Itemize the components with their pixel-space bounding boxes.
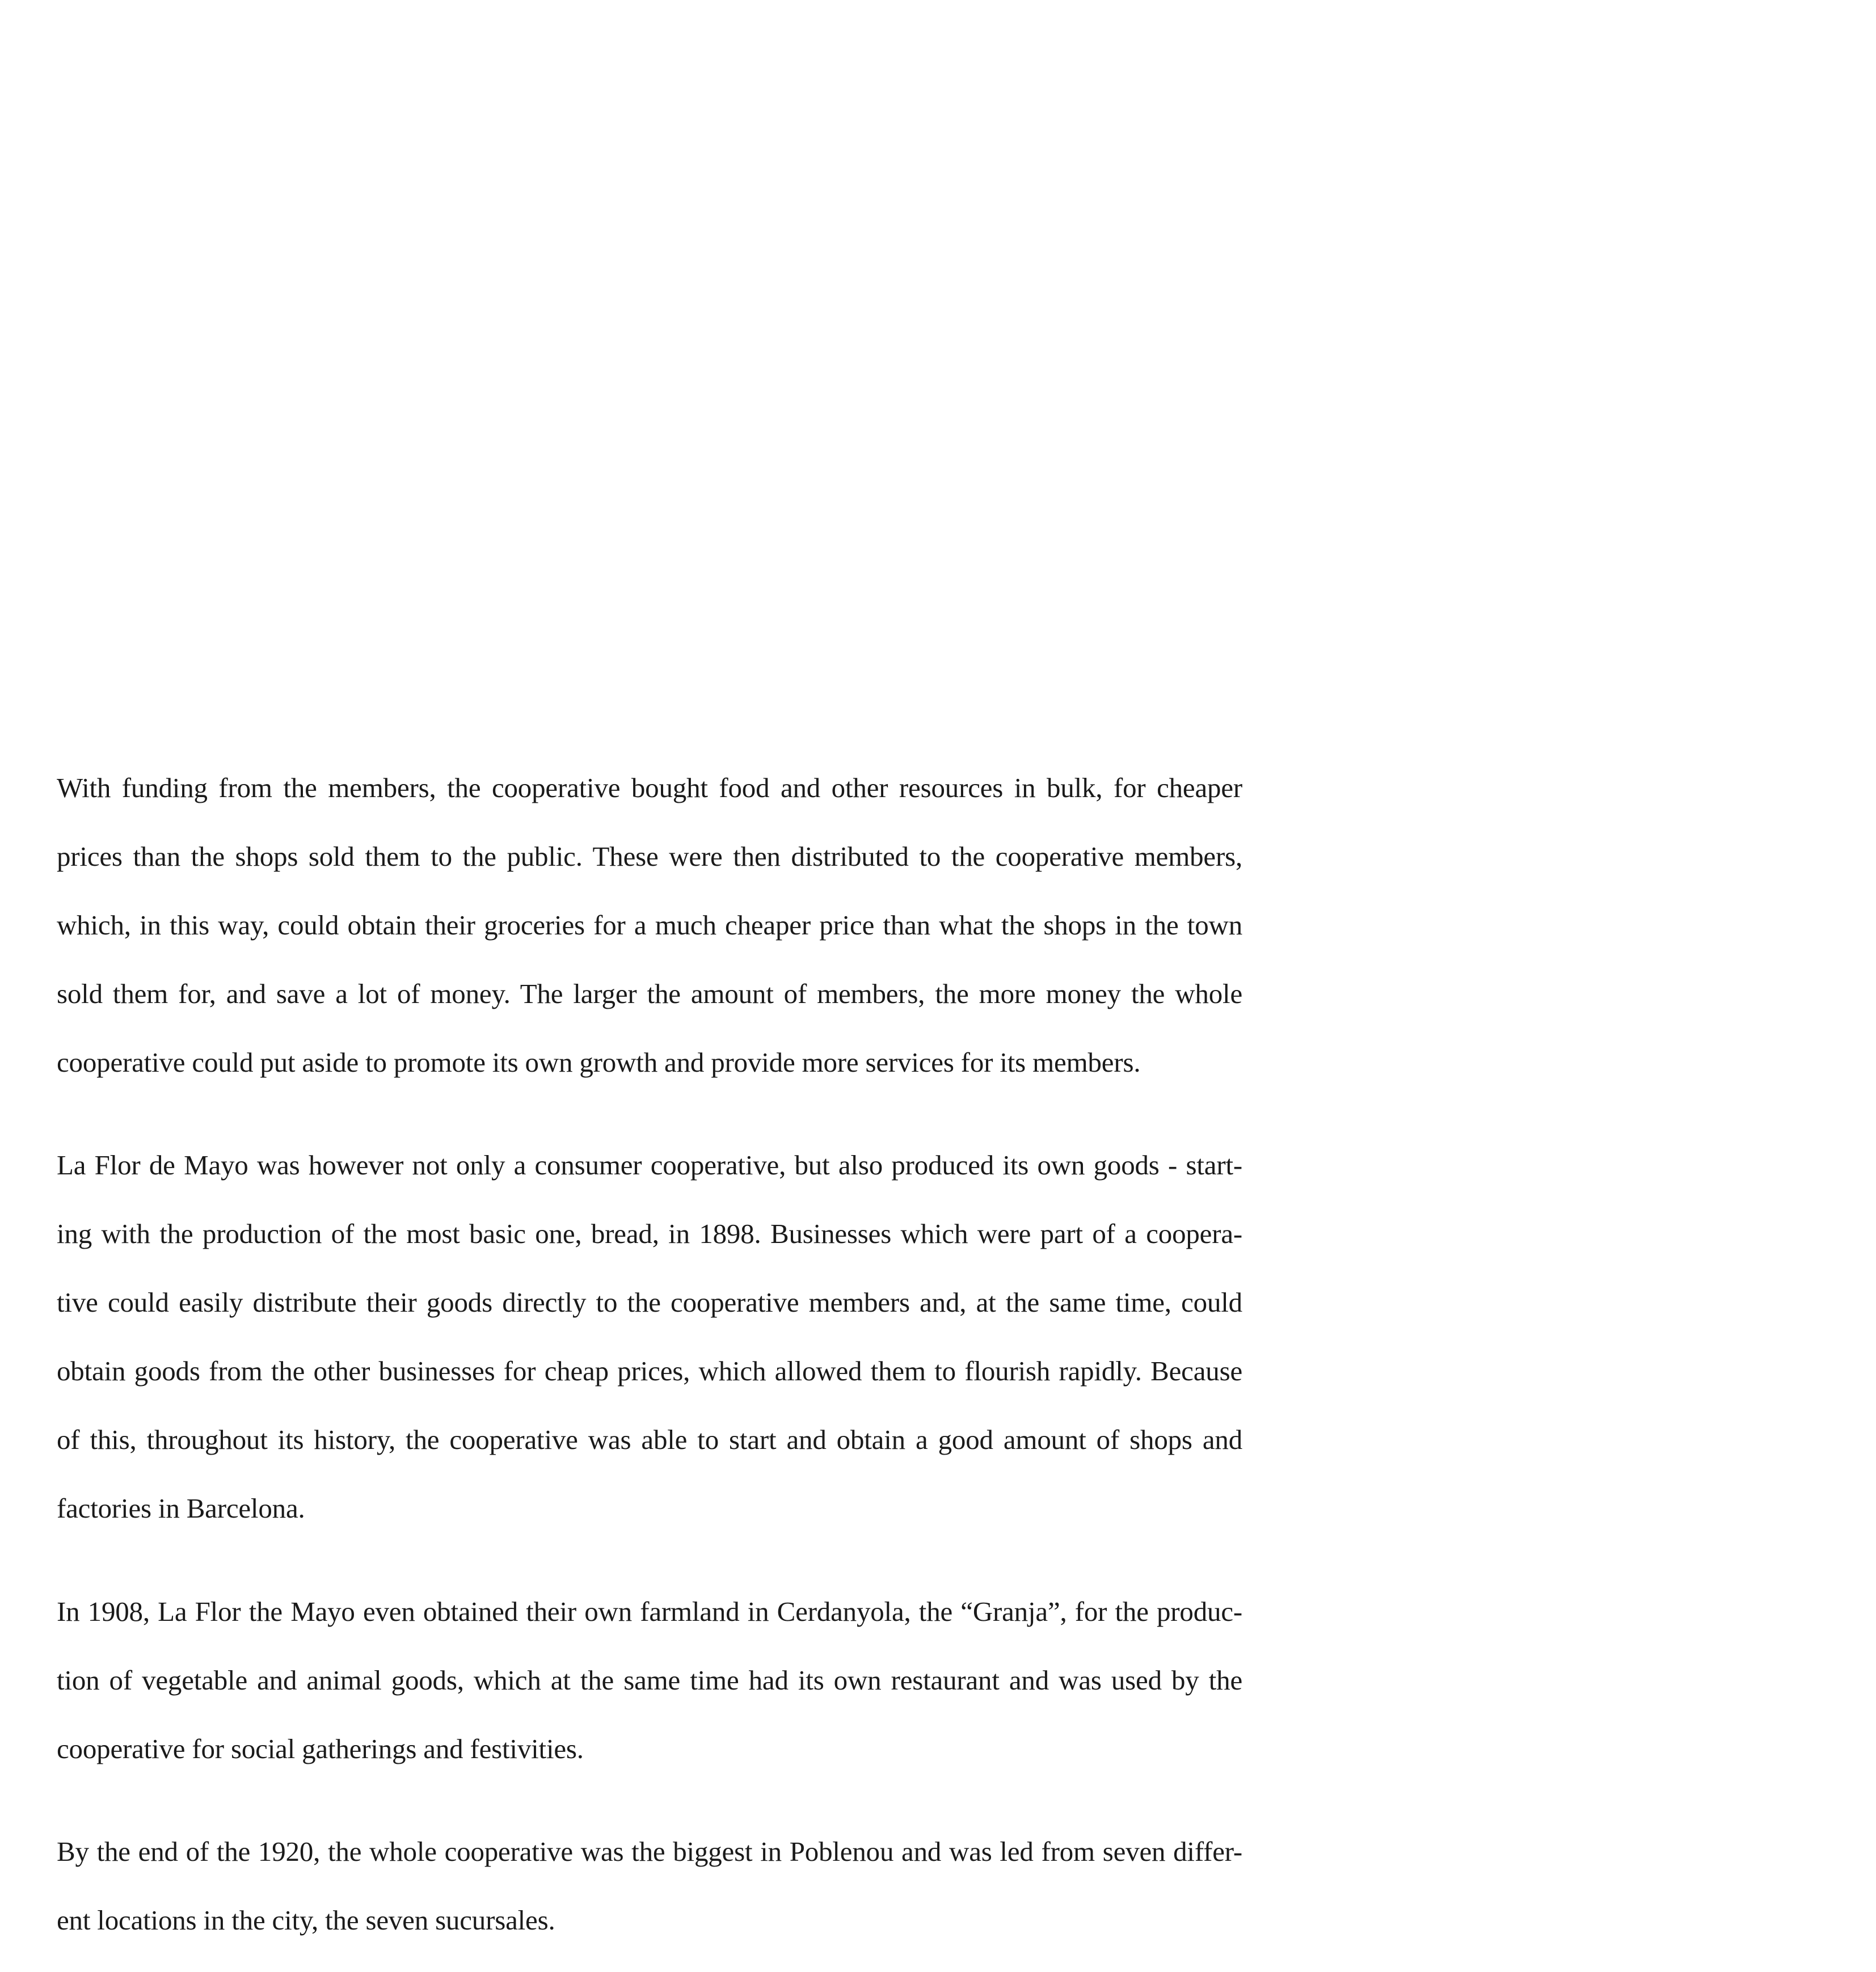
text-line: With funding from the members, the cooperative bought food and other resources in bulk, for cheaper [57, 771, 1242, 806]
paragraph-4 [57, 1801, 1242, 1972]
text-line: In 1908, La Flor the Mayo even obtained their own farmland in Cerdanyola, the “Granja”, for the produc- [57, 1595, 1242, 1629]
text-line: of this, throughout its history, the cooperative was able to start and obtain a good amount of shops and [57, 1423, 1242, 1457]
text-line: factories in Barcelona. [57, 1491, 1242, 1526]
text-line: which, in this way, could obtain their groceries for a much cheaper price than what the shops in the town [57, 908, 1242, 943]
paragraph-1 [57, 736, 1242, 1114]
paragraph-3 [57, 1560, 1242, 1801]
text-line: ing with the production of the most basic one, bread, in 1898. Businesses which were part of a coopera- [57, 1217, 1242, 1252]
text-line: ent locations in the city, the seven sucursales. [57, 1903, 1242, 1938]
text-line: By the end of the 1920, the whole cooperative was the biggest in Poblenou and was led from seven differ- [57, 1835, 1242, 1869]
text-line: tion of vegetable and animal goods, which at the same time had its own restaurant and was used by the [57, 1663, 1242, 1698]
text-line: prices than the shops sold them to the public. These were then distributed to the cooperative members, [57, 840, 1242, 874]
body-text [57, 736, 1242, 1972]
text-line: sold them for, and save a lot of money. The larger the amount of members, the more money the whole [57, 977, 1242, 1012]
text-line: tive could easily distribute their goods directly to the cooperative members and, at the same time, could [57, 1286, 1242, 1320]
text-line: obtain goods from the other businesses for cheap prices, which allowed them to flourish rapidly. Because [57, 1354, 1242, 1389]
text-line: cooperative for social gatherings and festivities. [57, 1732, 1242, 1767]
text-line: La Flor de Mayo was however not only a consumer cooperative, but also produced its own goods - start- [57, 1148, 1242, 1183]
paragraph-2 [57, 1114, 1242, 1561]
text-line: cooperative could put aside to promote its own growth and provide more services for its members. [57, 1046, 1242, 1080]
